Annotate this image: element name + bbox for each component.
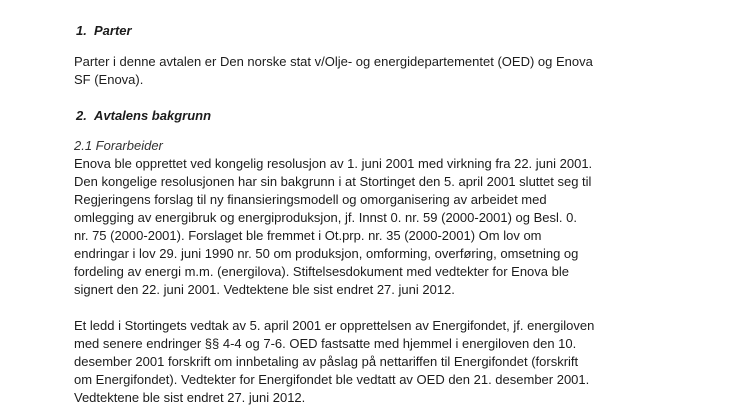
- subsection-2-1-title: 2.1 Forarbeider: [74, 138, 163, 153]
- paragraph-1-line: Den kongelige resolusjonen har sin bakgrunn i at Stortinget den 5. april 2001 sluttet seg til: [74, 174, 592, 189]
- section-2-number: 2.: [76, 108, 87, 123]
- section-1-line: Parter i denne avtalen er Den norske stat v/Olje- og energidepartementet (OED) og Enova: [74, 54, 593, 69]
- section-1-heading: [76, 22, 132, 40]
- section-1-title: Parter: [94, 23, 132, 38]
- paragraph-1-line: endringar i lov 29. juni 1990 nr. 50 om produksjon, omforming, overføring, omsetning og: [74, 246, 579, 261]
- paragraph-2-line: Et ledd i Stortingets vedtak av 5. april 2001 er opprettelsen av Energifondet, jf. energiloven: [74, 318, 595, 333]
- paragraph-2-line: med senere endringer §§ 4-4 og 7-6. OED fastsatte med hjemmel i energiloven den 10.: [74, 336, 577, 351]
- section-1-number: 1.: [76, 23, 87, 38]
- section-1-line: SF (Enova).: [74, 72, 144, 87]
- paragraph-2-line: om Energifondet). Vedtekter for Energifondet ble vedtatt av OED den 21. desember 2001.: [74, 372, 590, 387]
- paragraph-2-line: desember 2001 forskrift om innbetaling av påslag på nettariffen til Energifondet (forskrift: [74, 354, 579, 369]
- paragraph-2-line: Vedtektene ble sist endret 27. juni 2012.: [74, 390, 306, 405]
- paragraph-1-line: signert den 22. juni 2001. Vedtektene ble sist endret 27. juni 2012.: [74, 282, 455, 297]
- section-2-title: Avtalens bakgrunn: [94, 108, 212, 123]
- paragraph-1-line: nr. 75 (2000-2001). Forslaget ble fremmet i Ot.prp. nr. 35 (2000-2001) Om lov om: [74, 228, 542, 243]
- paragraph-1-line: fordeling av energi m.m. (energilova). Stiftelsesdokument med vedtekter for Enova ble: [74, 264, 569, 279]
- paragraph-1-line: Regjeringens forslag til ny finansieringsmodell og omorganisering av arbeidet med: [74, 192, 547, 207]
- paragraph-1-line: Enova ble opprettet ved kongelig resolusjon av 1. juni 2001 med virkning fra 22. juni 2001.: [74, 156, 593, 171]
- section-2-heading: [76, 107, 211, 125]
- paragraph-1-line: omlegging av energibruk og energiproduksjon, jf. Innst 0. nr. 59 (2000-2001) og Besl. 0.: [74, 210, 577, 225]
